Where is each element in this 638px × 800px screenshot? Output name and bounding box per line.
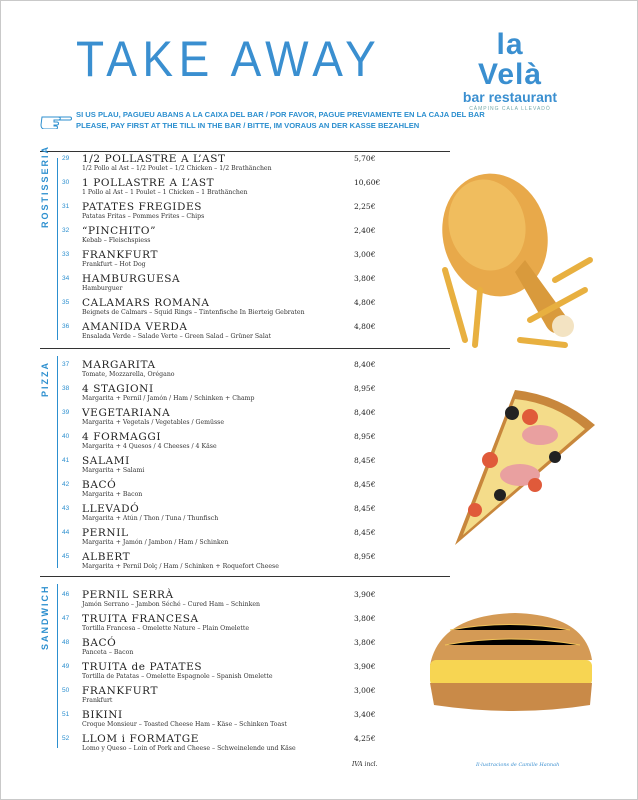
chicken-fries-illustration — [425, 140, 600, 350]
logo-tagline: CÀMPING CALA LLEVADÓ — [469, 106, 551, 112]
pizza-slice-illustration — [430, 385, 600, 560]
illustration-credit: Il·lustracions de Camille Hannah — [476, 762, 560, 768]
notice-line-2: PLEASE, PAY FIRST AT THE TILL IN THE BAR / BITTE, IM VORAUS AN DER KASSE BEZAHLEN — [76, 121, 420, 130]
logo-name: la Velà — [477, 28, 543, 91]
logo-subtitle: bar restaurant — [462, 89, 558, 105]
restaurant-logo — [462, 30, 558, 112]
section-line — [57, 158, 58, 340]
section-label-sandwich: SANDWICH — [40, 584, 50, 650]
divider — [40, 151, 450, 152]
divider — [40, 348, 450, 349]
divider — [40, 576, 450, 577]
notice-line-1: SI US PLAU, PAGUEU ABANS A LA CAIXA DEL BAR / POR FAVOR, PAGUE PREVIAMENTE EN LA CAJA DEL BAR — [76, 110, 485, 119]
section-line — [57, 356, 58, 568]
pointing-hand-icon — [40, 111, 72, 129]
section-line — [57, 584, 58, 748]
page-title: TAKE AWAY — [76, 31, 382, 87]
vat-included-note: IVA incl. — [352, 761, 378, 768]
section-label-pizza: PIZZA — [40, 361, 50, 397]
section-label-rostisseria: ROSTISSERIA — [40, 144, 50, 228]
sandwich-illustration — [420, 605, 600, 720]
